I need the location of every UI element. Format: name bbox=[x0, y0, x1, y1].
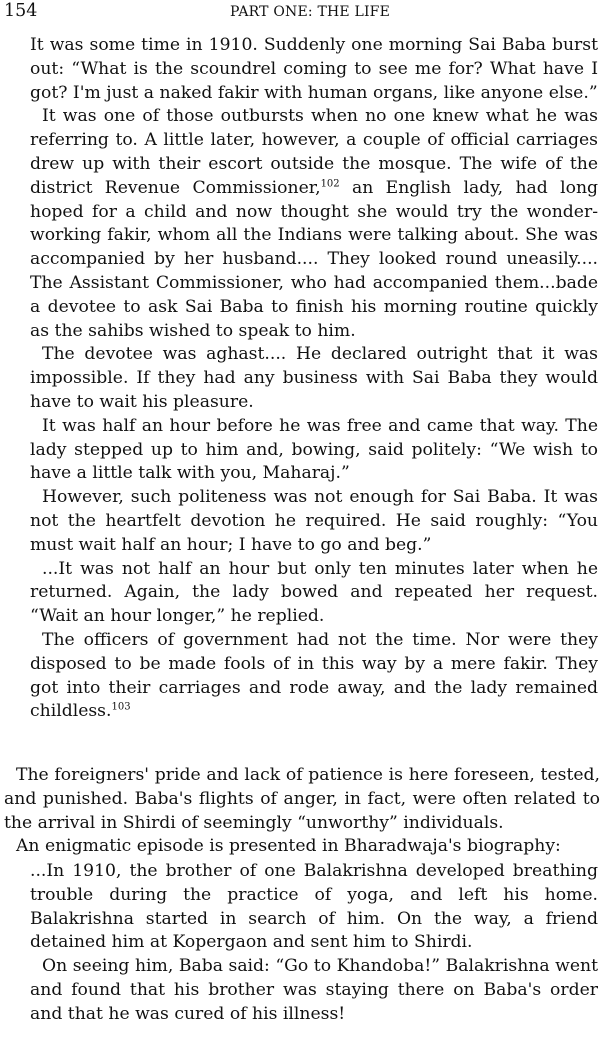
quote-paragraph: ...In 1910, the brother of one Balakrishna developed breathing trouble during the practice of yoga, and left his home. Balakrishna started in search of him. On the way, a friend detained him at Kopergaon and sent him to Shirdi. bbox=[30, 861, 598, 953]
quoted-passage-bharadwaja bbox=[30, 860, 598, 1027]
running-head: PART ONE: THE LIFE bbox=[230, 4, 391, 20]
quote-paragraph: It was half an hour before he was free and came that way. The lady stepped up to him and, bowing, said politely: “We wish to have a little talk with you, Maharaj.” bbox=[30, 415, 598, 484]
page-header bbox=[0, 0, 600, 30]
quote-paragraph-text: The officers of government had not the time. Nor were they disposed to be made fools of in this way by a mere fakir. They got into their carriages and rode away, and the lady remained childless. bbox=[30, 629, 598, 722]
quoted-passage-sai-baba bbox=[30, 34, 598, 724]
footnote-marker: 102 bbox=[320, 178, 340, 190]
quote-paragraph bbox=[30, 105, 598, 343]
quote-paragraph: ...It was not half an hour but only ten minutes later when he returned. Again, the lady bowed and repeated her request. “Wait an hour longer,” he replied. bbox=[30, 558, 598, 627]
quote-paragraph bbox=[30, 629, 598, 724]
footnote-marker: 103 bbox=[111, 701, 131, 713]
commentary-paragraph: The foreigners' pride and lack of patience is here foreseen, tested, and punished. Baba's flights of anger, in fact, were often related to the arrival in Shirdi of seemingly “unworthy” individuals. bbox=[4, 765, 600, 833]
quote-paragraph: On seeing him, Baba said: “Go to Khandoba!” Balakrishna went and found that his brother was staying there on Baba's order and that he was cured of his illness! bbox=[30, 956, 598, 1024]
quote-paragraph-text: an English lady, had long hoped for a child and now thought she would try the wonder-working fakir, whom all the Indians were talking about. She was accompanied by her husband.... They looked round uneasily.... The Assistant Commissioner, who had accompanied them...bade a devotee to ask Sai Baba to finish his morning routine quickly as the sahibs wished to speak to him. bbox=[30, 177, 599, 341]
quote-paragraph: The devotee was aghast.... He declared outright that it was impossible. If they had any business with Sai Baba they would have to wait his pleasure. bbox=[30, 344, 598, 412]
quote-paragraph: However, such politeness was not enough for Sai Baba. It was not the heartfelt devotion he required. He said roughly: “You must wait half an hour; I have to go and beg.” bbox=[30, 487, 598, 555]
commentary-paragraph: An enigmatic episode is presented in Bharadwaja's biography: bbox=[16, 836, 561, 857]
page-number: 154 bbox=[4, 1, 38, 21]
quote-paragraph: It was some time in 1910. Suddenly one morning Sai Baba burst out: “What is the scoundrel coming to see me for? What have I got? I'm just a naked fakir with human organs, like anyone else.” bbox=[30, 35, 598, 103]
quote-paragraph-text: It was one of those outbursts when no one knew what he was referring to. A little later, however, a couple of official carriages drew up with their escort outside the mosque. The wife of the district Revenue Commissioner, bbox=[30, 106, 598, 198]
author-commentary bbox=[4, 764, 600, 859]
